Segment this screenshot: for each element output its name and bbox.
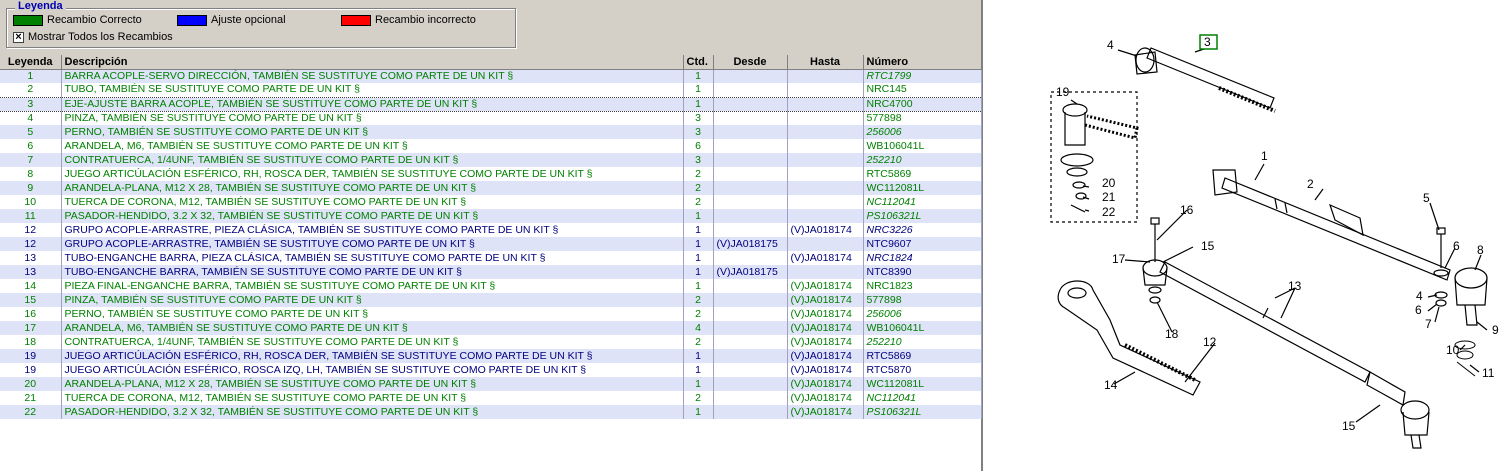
table-row[interactable] — [0, 391, 981, 405]
cell-qty: 1 — [683, 237, 713, 251]
cell-from: (V)JA018175 — [713, 265, 787, 279]
callout-label[interactable]: 15 — [1342, 419, 1356, 433]
cell-legend-num: 21 — [0, 391, 61, 405]
cell-part-number: NRC3226 — [863, 223, 981, 237]
cell-description: ARANDELA-PLANA, M12 X 28, TAMBIÉN SE SUSTITUYE COMO PARTE DE UN KIT § — [61, 181, 683, 195]
parts-table — [0, 55, 982, 419]
cell-qty: 4 — [683, 321, 713, 335]
callout-label[interactable]: 9 — [1492, 323, 1499, 337]
cell-description: TUERCA DE CORONA, M12, TAMBIÉN SE SUSTITUYE COMO PARTE DE UN KIT § — [61, 391, 683, 405]
part-12-drag-link[interactable] — [1143, 260, 1429, 448]
callout-label[interactable]: 5 — [1423, 191, 1430, 205]
callout-label[interactable]: 7 — [1425, 317, 1432, 331]
cell-to: (V)JA018174 — [787, 279, 863, 293]
cell-description: PERNO, TAMBIÉN SE SUSTITUYE COMO PARTE DE UN KIT § — [61, 307, 683, 321]
table-row[interactable] — [0, 405, 981, 419]
cell-legend-num: 20 — [0, 377, 61, 391]
table-row[interactable] — [0, 279, 981, 293]
cell-part-number: RTC5869 — [863, 167, 981, 181]
cell-part-number: WB106041L — [863, 321, 981, 335]
cell-part-number: NC112041 — [863, 195, 981, 209]
cell-part-number: WB106041L — [863, 139, 981, 153]
legend-label-incorrect: Recambio incorrecto — [375, 14, 476, 26]
cell-to — [787, 181, 863, 195]
cell-legend-num: 22 — [0, 405, 61, 419]
callout-label[interactable]: 10 — [1446, 343, 1460, 357]
table-row[interactable] — [0, 69, 981, 83]
cell-from — [713, 223, 787, 237]
cell-part-number: PS106321L — [863, 209, 981, 223]
cell-qty: 1 — [683, 209, 713, 223]
table-row[interactable] — [0, 251, 981, 265]
table-row[interactable] — [0, 363, 981, 377]
table-row[interactable] — [0, 181, 981, 195]
cell-description: ARANDELA-PLANA, M12 X 28, TAMBIÉN SE SUSTITUYE COMO PARTE DE UN KIT § — [61, 377, 683, 391]
cell-legend-num: 4 — [0, 111, 61, 125]
cell-to: (V)JA018174 — [787, 223, 863, 237]
cell-legend-num: 2 — [0, 83, 61, 97]
cell-from — [713, 405, 787, 419]
cell-legend-num: 18 — [0, 335, 61, 349]
callout-label[interactable]: 12 — [1203, 335, 1217, 349]
cell-description: JUEGO ARTICÚLACIÓN ESFÉRICO, RH, ROSCA DER, TAMBIÉN SE SUSTITUYE COMO PARTE DE UN KIT § — [61, 349, 683, 363]
cell-part-number: NTC9607 — [863, 237, 981, 251]
table-row[interactable] — [0, 125, 981, 139]
cell-description: TUBO, TAMBIÉN SE SUSTITUYE COMO PARTE DE UN KIT § — [61, 83, 683, 97]
cell-from — [713, 321, 787, 335]
table-row[interactable] — [0, 335, 981, 349]
callout-labels — [1056, 35, 1499, 433]
cell-part-number: 577898 — [863, 293, 981, 307]
cell-part-number: NRC1824 — [863, 251, 981, 265]
cell-qty: 1 — [683, 349, 713, 363]
cell-part-number: NTC8390 — [863, 265, 981, 279]
cell-legend-num: 5 — [0, 125, 61, 139]
callout-label[interactable]: 20 — [1102, 176, 1116, 190]
cell-description: PASADOR-HENDIDO, 3.2 X 32, TAMBIÉN SE SUSTITUYE COMO PARTE DE UN KIT § — [61, 405, 683, 419]
cell-to — [787, 167, 863, 181]
cell-description: CONTRATUERCA, 1/4UNF, TAMBIÉN SE SUSTITUYE COMO PARTE DE UN KIT § — [61, 153, 683, 167]
table-row[interactable] — [0, 321, 981, 335]
show-all-label[interactable]: Mostrar Todos los Recambios — [28, 31, 173, 43]
cell-qty: 6 — [683, 139, 713, 153]
cell-part-number: RTC1799 — [863, 69, 981, 83]
cell-from — [713, 167, 787, 181]
cell-legend-num: 19 — [0, 349, 61, 363]
cell-qty: 2 — [683, 181, 713, 195]
cell-qty: 2 — [683, 307, 713, 321]
cell-from — [713, 97, 787, 111]
table-row[interactable] — [0, 209, 981, 223]
cell-part-number: 256006 — [863, 125, 981, 139]
cell-qty: 2 — [683, 167, 713, 181]
table-row[interactable] — [0, 111, 981, 125]
cell-legend-num: 11 — [0, 209, 61, 223]
header-description[interactable]: Descripción — [61, 55, 683, 69]
legend-title: Leyenda — [15, 0, 66, 12]
table-row[interactable] — [0, 195, 981, 209]
part-14-end-piece[interactable] — [1058, 281, 1200, 395]
cell-from — [713, 111, 787, 125]
callout-label[interactable]: 19 — [1056, 85, 1070, 99]
cell-from — [713, 125, 787, 139]
cell-to: (V)JA018174 — [787, 335, 863, 349]
table-row[interactable] — [0, 237, 981, 251]
cell-to: (V)JA018174 — [787, 307, 863, 321]
cell-legend-num: 16 — [0, 307, 61, 321]
cell-legend-num: 19 — [0, 363, 61, 377]
cell-qty: 1 — [683, 405, 713, 419]
cell-from — [713, 349, 787, 363]
cell-part-number: PS106321L — [863, 405, 981, 419]
callout-label[interactable]: 1 — [1261, 149, 1268, 163]
table-row[interactable] — [0, 349, 981, 363]
legend-groupbox — [6, 0, 516, 48]
header-number[interactable]: Número — [863, 55, 981, 69]
callout-label[interactable]: 14 — [1104, 378, 1118, 392]
cell-description: TUERCA DE CORONA, M12, TAMBIÉN SE SUSTITUYE COMO PARTE DE UN KIT § — [61, 195, 683, 209]
callout-label[interactable]: 17 — [1112, 252, 1126, 266]
cell-part-number: NRC145 — [863, 83, 981, 97]
cell-from — [713, 279, 787, 293]
table-row[interactable] — [0, 167, 981, 181]
cell-to: (V)JA018174 — [787, 321, 863, 335]
cell-legend-num: 7 — [0, 153, 61, 167]
cell-part-number: 577898 — [863, 111, 981, 125]
cell-to: (V)JA018174 — [787, 405, 863, 419]
cell-legend-num: 8 — [0, 167, 61, 181]
callout-label[interactable]: 18 — [1165, 327, 1179, 341]
cell-part-number: NRC4700 — [863, 97, 981, 111]
cell-qty: 1 — [683, 363, 713, 377]
cell-qty: 2 — [683, 293, 713, 307]
cell-part-number: NRC1823 — [863, 279, 981, 293]
cell-to — [787, 195, 863, 209]
table-row[interactable] — [0, 97, 981, 111]
callout-label[interactable]: 6 — [1415, 303, 1422, 317]
cell-qty: 1 — [683, 279, 713, 293]
part-19-group[interactable] — [1051, 92, 1137, 222]
cell-from — [713, 335, 787, 349]
cell-from — [713, 153, 787, 167]
cell-from — [713, 377, 787, 391]
table-header-row — [0, 55, 981, 69]
cell-to — [787, 265, 863, 279]
cell-legend-num: 13 — [0, 251, 61, 265]
cell-to — [787, 125, 863, 139]
cell-description: ARANDELA, M6, TAMBIÉN SE SUSTITUYE COMO PARTE DE UN KIT § — [61, 139, 683, 153]
cell-from — [713, 83, 787, 97]
callout-label[interactable]: 4 — [1107, 38, 1114, 52]
cell-description: CONTRATUERCA, 1/4UNF, TAMBIÉN SE SUSTITUYE COMO PARTE DE UN KIT § — [61, 335, 683, 349]
cell-legend-num: 12 — [0, 237, 61, 251]
parts-table-container — [0, 55, 981, 471]
table-row[interactable] — [0, 153, 981, 167]
cell-to — [787, 97, 863, 111]
cell-qty: 2 — [683, 195, 713, 209]
legend-swatch-correct — [13, 15, 43, 26]
legend-swatch-optional — [177, 15, 207, 26]
header-legend[interactable]: Leyenda — [0, 55, 61, 69]
cell-description: TUBO-ENGANCHE BARRA, PIEZA CLÁSICA, TAMBIÉN SE SUSTITUYE COMO PARTE DE UN KIT § — [61, 251, 683, 265]
cell-description: GRUPO ACOPLE-ARRASTRE, TAMBIÉN SE SUSTITUYE COMO PARTE DE UN KIT § — [61, 237, 683, 251]
cell-description: TUBO-ENGANCHE BARRA, TAMBIÉN SE SUSTITUYE COMO PARTE DE UN KIT § — [61, 265, 683, 279]
callout-label[interactable]: 22 — [1102, 205, 1116, 219]
part-3-shaft[interactable] — [1135, 48, 1275, 111]
parts-exploded-diagram — [985, 0, 1500, 471]
cell-description: PINZA, TAMBIÉN SE SUSTITUYE COMO PARTE DE UN KIT § — [61, 111, 683, 125]
cell-to — [787, 69, 863, 83]
cell-description: GRUPO ACOPLE-ARRASTRE, PIEZA CLÁSICA, TAMBIÉN SE SUSTITUYE COMO PARTE DE UN KIT § — [61, 223, 683, 237]
table-row[interactable] — [0, 377, 981, 391]
cell-qty: 1 — [683, 223, 713, 237]
table-row[interactable] — [0, 139, 981, 153]
callout-label[interactable]: 4 — [1416, 289, 1423, 303]
cell-legend-num: 15 — [0, 293, 61, 307]
cell-from — [713, 195, 787, 209]
cell-part-number: 252210 — [863, 335, 981, 349]
cell-to: (V)JA018174 — [787, 363, 863, 377]
callout-label[interactable]: 11 — [1482, 366, 1495, 380]
cell-to: (V)JA018174 — [787, 377, 863, 391]
cell-description: BARRA ACOPLE-SERVO DIRECCIÓN, TAMBIÉN SE SUSTITUYE COMO PARTE DE UN KIT § — [61, 69, 683, 83]
table-row[interactable] — [0, 293, 981, 307]
cell-description: JUEGO ARTICÚLACIÓN ESFÉRICO, RH, ROSCA DER, TAMBIÉN SE SUSTITUYE COMO PARTE DE UN KIT § — [61, 167, 683, 181]
cell-to: (V)JA018174 — [787, 251, 863, 265]
cell-from — [713, 293, 787, 307]
cell-legend-num: 3 — [0, 97, 61, 111]
cell-legend-num: 10 — [0, 195, 61, 209]
callout-label[interactable]: 3 — [1204, 35, 1211, 49]
cell-legend-num: 17 — [0, 321, 61, 335]
cell-to: (V)JA018174 — [787, 293, 863, 307]
cell-to — [787, 139, 863, 153]
cell-description: PASADOR-HENDIDO, 3.2 X 32, TAMBIÉN SE SUSTITUYE COMO PARTE DE UN KIT § — [61, 209, 683, 223]
cell-qty: 3 — [683, 125, 713, 139]
cell-qty: 3 — [683, 111, 713, 125]
callout-label[interactable]: 15 — [1201, 239, 1215, 253]
cell-part-number: 256006 — [863, 307, 981, 321]
callout-label[interactable]: 8 — [1477, 243, 1484, 257]
legend-label-optional: Ajuste opcional — [211, 14, 286, 26]
cell-from — [713, 69, 787, 83]
callout-label[interactable]: 21 — [1102, 190, 1116, 204]
cell-qty: 1 — [683, 265, 713, 279]
cell-legend-num: 6 — [0, 139, 61, 153]
cell-from — [713, 139, 787, 153]
table-row[interactable] — [0, 223, 981, 237]
cell-qty: 1 — [683, 377, 713, 391]
cell-qty: 1 — [683, 83, 713, 97]
cell-qty: 1 — [683, 97, 713, 111]
cell-legend-num: 13 — [0, 265, 61, 279]
table-row[interactable] — [0, 265, 981, 279]
cell-description: EJE-AJUSTE BARRA ACOPLE, TAMBIÉN SE SUSTITUYE COMO PARTE DE UN KIT § — [61, 97, 683, 111]
cell-part-number: RTC5869 — [863, 349, 981, 363]
cell-legend-num: 14 — [0, 279, 61, 293]
cell-part-number: RTC5870 — [863, 363, 981, 377]
callout-label[interactable]: 16 — [1180, 203, 1194, 217]
cell-qty: 2 — [683, 335, 713, 349]
cell-from: (V)JA018175 — [713, 237, 787, 251]
cell-part-number: WC112081L — [863, 181, 981, 195]
cell-from — [713, 209, 787, 223]
legend-swatch-incorrect — [341, 15, 371, 26]
cell-from — [713, 391, 787, 405]
cell-to — [787, 83, 863, 97]
cell-legend-num: 12 — [0, 223, 61, 237]
cell-legend-num: 1 — [0, 69, 61, 83]
header-from[interactable]: Desde — [713, 55, 787, 69]
cell-part-number: WC112081L — [863, 377, 981, 391]
cell-description: PERNO, TAMBIÉN SE SUSTITUYE COMO PARTE DE UN KIT § — [61, 125, 683, 139]
cell-to — [787, 209, 863, 223]
cell-part-number: NC112041 — [863, 391, 981, 405]
callout-label[interactable]: 2 — [1307, 177, 1314, 191]
cell-to: (V)JA018174 — [787, 391, 863, 405]
callout-label[interactable]: 6 — [1453, 239, 1460, 253]
cell-to — [787, 153, 863, 167]
cell-description: JUEGO ARTICÚLACIÓN ESFÉRICO, ROSCA IZQ, LH, TAMBIÉN SE SUSTITUYE COMO PARTE DE UN KIT § — [61, 363, 683, 377]
cell-description: ARANDELA, M6, TAMBIÉN SE SUSTITUYE COMO PARTE DE UN KIT § — [61, 321, 683, 335]
cell-part-number: 252210 — [863, 153, 981, 167]
callout-label[interactable]: 13 — [1288, 279, 1302, 293]
show-all-checkbox[interactable]: × — [13, 32, 24, 43]
cell-qty: 3 — [683, 153, 713, 167]
cell-from — [713, 251, 787, 265]
cell-qty: 2 — [683, 391, 713, 405]
table-row[interactable] — [0, 83, 981, 97]
cell-to: (V)JA018174 — [787, 349, 863, 363]
cell-from — [713, 363, 787, 377]
legend-label-correct: Recambio Correcto — [47, 14, 142, 26]
cell-qty: 1 — [683, 251, 713, 265]
cell-qty: 1 — [683, 69, 713, 83]
header-to[interactable]: Hasta — [787, 55, 863, 69]
cell-from — [713, 181, 787, 195]
table-row[interactable] — [0, 307, 981, 321]
header-qty[interactable]: Ctd. — [683, 55, 713, 69]
cell-to — [787, 111, 863, 125]
cell-legend-num: 9 — [0, 181, 61, 195]
cell-from — [713, 307, 787, 321]
cell-description: PIEZA FINAL-ENGANCHE BARRA, TAMBIÉN SE SUSTITUYE COMO PARTE DE UN KIT § — [61, 279, 683, 293]
cell-to — [787, 237, 863, 251]
cell-description: PINZA, TAMBIÉN SE SUSTITUYE COMO PARTE DE UN KIT § — [61, 293, 683, 307]
